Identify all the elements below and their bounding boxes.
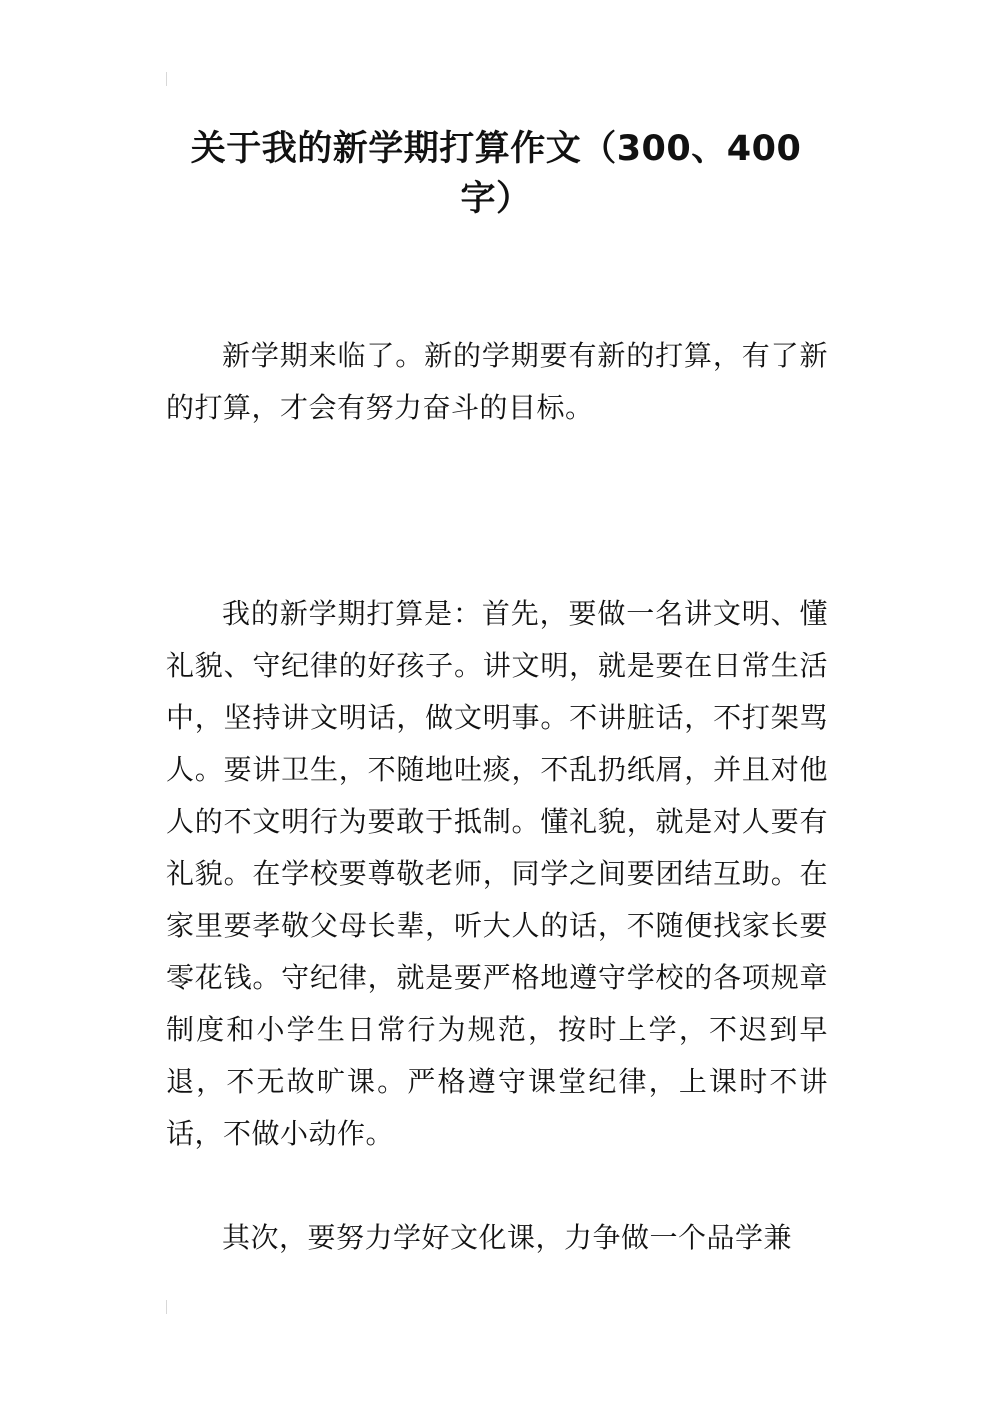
page-corner-mark-bottom [166,1300,167,1314]
page-corner-mark-top [166,72,167,86]
document-title: 关于我的新学期打算作文（300、400字） [190,129,802,219]
paragraph-plan-first: 我的新学期打算是：首先，要做一名讲文明、懂礼貌、守纪律的好孩子。讲文明，就是要在日常生活中，坚持讲文明话，做文明事。不讲脏话，不打架骂人。要讲卫生，不随地吐痰，不乱扔纸屑，并且对他人的不文明行为要敢于抵制。懂礼貌，就是对人要有礼貌。在学校要尊敬老师，同学之间要团结互助。在家里要孝敬父母长辈，听大人的话，不随便找家长要零花钱。守纪律，就是要严格地遵守学校的各项规章制度和小学生日常行为规范，按时上学，不迟到早退，不无故旷课。严格遵守课堂纪律，上课时不讲话，不做小动作。 [166,597,828,1150]
paragraph-intro: 新学期来临了。新的学期要有新的打算，有了新的打算，才会有努力奋斗的目标。 [166,339,828,424]
paragraph-plan-second: 其次，要努力学好文化课，力争做一个品学兼 [222,1221,793,1254]
